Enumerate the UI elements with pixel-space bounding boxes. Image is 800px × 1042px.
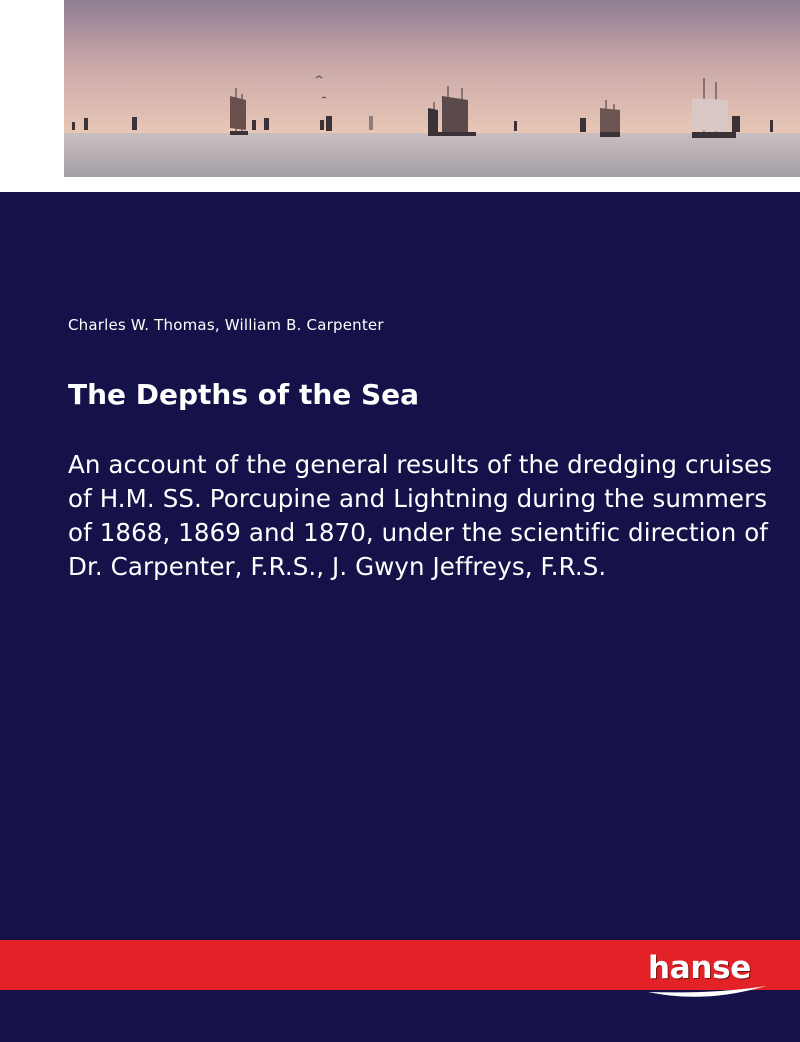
- publisher-logo-swoosh-icon: [644, 982, 770, 1000]
- publisher-logo-text: hanse: [648, 950, 752, 986]
- author-line: Charles W. Thomas, William B. Carpenter: [68, 316, 384, 334]
- book-subtitle: An account of the general results of the dredging cruises of H.M. SS. Porcupine and Lightning during the summers of 1868, 1869 and 1870, under the scientific direction of Dr. Carpenter, F.R.S., J. Gwyn Jeffreys, F.R.S.: [68, 450, 773, 581]
- ships-at-sea-image: [64, 0, 800, 177]
- book-title: The Depths of the Sea: [68, 378, 420, 411]
- cover-photo-sailing-ships: [64, 0, 800, 177]
